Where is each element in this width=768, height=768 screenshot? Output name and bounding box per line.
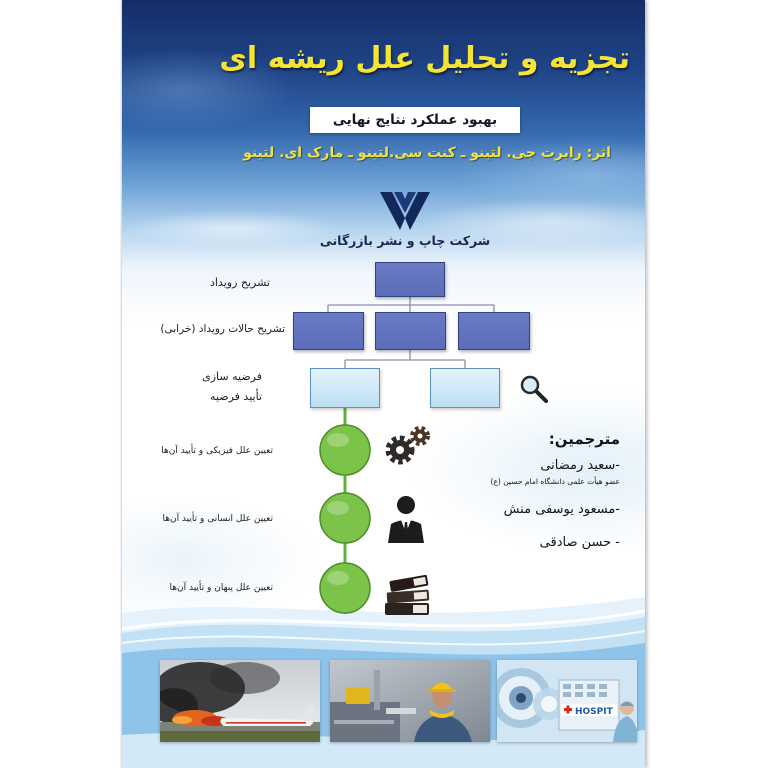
step-label-hypothesis-verification: تأیید فرضیه [210,390,262,403]
diagram-box-mid-center [375,312,446,350]
book-authors: اثر: رابرت جی. لتینو ـ کنت سی.لتینو ـ مارک ای. لتینو [243,145,611,161]
step-label-latent-causes: تعیین علل پنهان و تأیید آن‌ها [169,583,273,593]
hospital-sign-text: HOSPIT [575,707,613,717]
diagram-box-mid-left [293,312,364,350]
translator-name: - حسن صادقی [539,535,620,550]
factory-worker-photo [330,660,490,742]
step-label-failure-modes: تشریح حالات رویداد (خرابی) [160,323,285,335]
translator-name: -سعید رمضانی [540,458,620,473]
publisher-name: شرکت چاپ و نشر بازرگانی [319,233,491,248]
diagram-box-hypothesis-left [310,368,380,408]
diagram-box-hypothesis-right [430,368,500,408]
publisher-logo-icon [379,191,431,233]
books-icon [383,569,433,617]
person-icon [385,493,427,543]
magnifier-icon [520,375,548,403]
step-label-event-description: تشریح رویداد [209,276,270,289]
step-label-physical-causes: تعیین علل فیزیکی و تأیید آن‌ها [161,446,273,456]
step-label-human-causes: تعیین علل انسانی و تأیید آن‌ها [162,514,273,524]
book-cover [122,0,645,768]
step-label-hypothesis: فرضیه سازی [202,370,262,383]
subtitle-box [310,107,520,133]
gears-icon [384,424,432,466]
diagram-box-top [375,262,445,297]
green-node-physical [320,425,370,475]
diagram-box-mid-right [458,312,530,350]
book-title: تجزیه و تحلیل علل ریشه ای [219,41,630,76]
hospital-photo [497,660,637,742]
plane-crash-photo [160,660,320,742]
book-subtitle: بهبود عملکرد نتایج نهایی [332,112,498,128]
translators-heading: مترجمین: [548,430,620,448]
translator-affiliation: عضو هیأت علمی دانشگاه امام حسین (ع) [490,477,620,486]
translator-name: -مسعود یوسفی منش [503,502,620,517]
green-node-latent [320,563,370,613]
green-node-human [320,493,370,543]
